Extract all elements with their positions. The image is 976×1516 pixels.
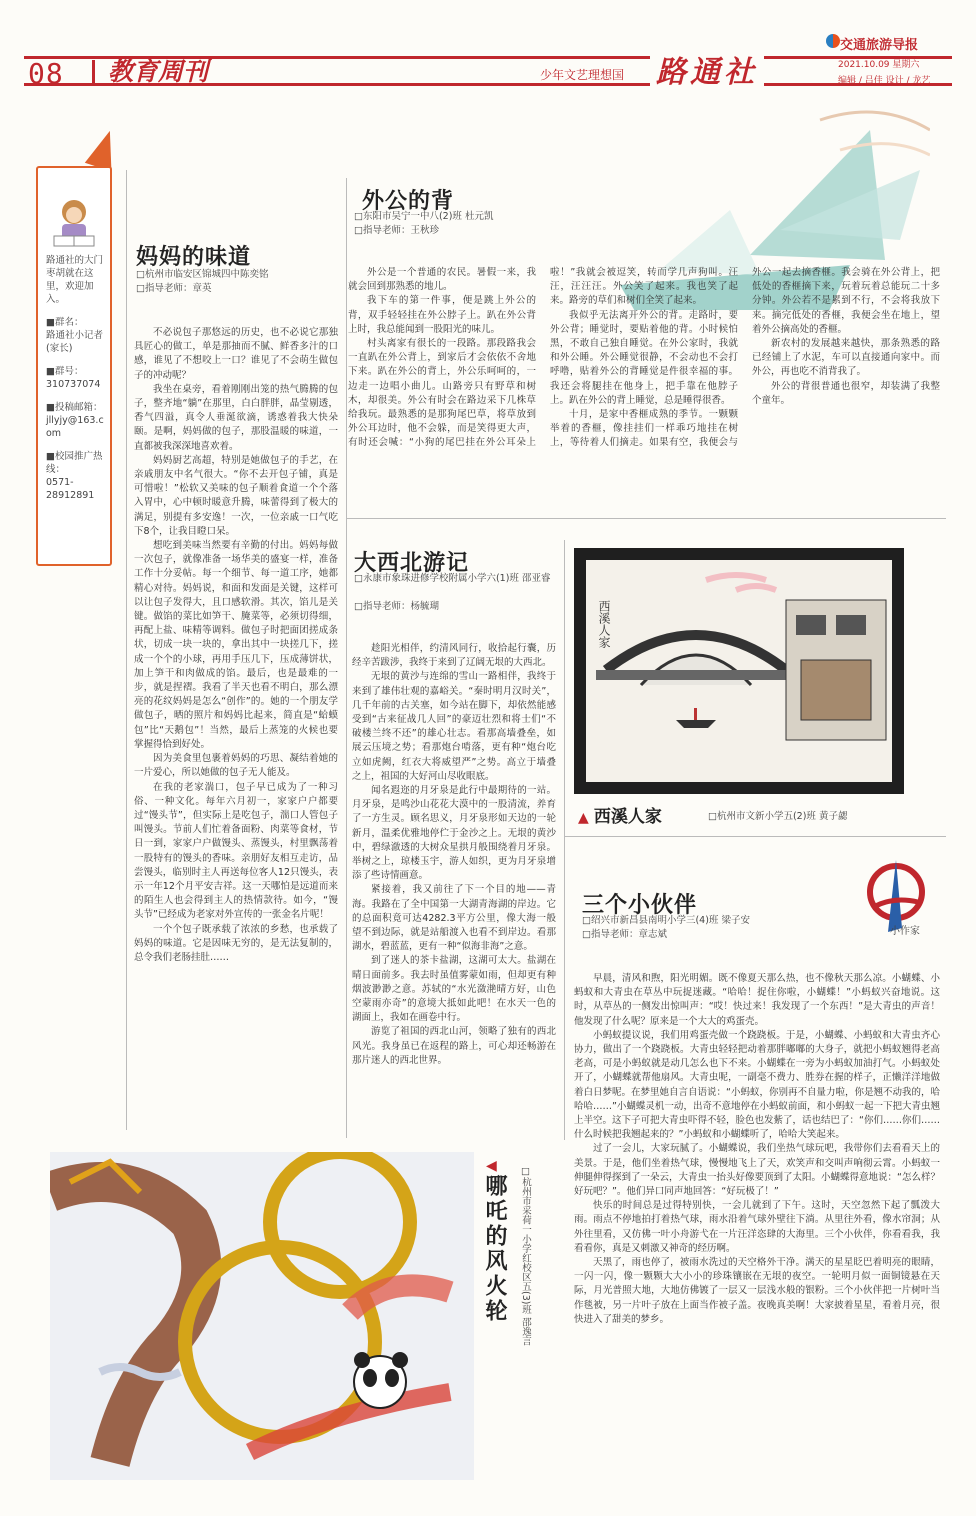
email-value: jllyjy@163.com	[46, 415, 104, 439]
issue-date: 2021.10.09 星期六	[838, 60, 920, 70]
paragraph: 无垠的黄沙与连绵的雪山一路相伴，我终于来到了雄伟壮观的嘉峪关。“秦时明月汉时关”，几千年前的古关塞，如今站在脚下，却依然能感受到“古来征战几人回”的豪迈壮烈和将士们“不破楼兰终不还”的雄心壮志。看那高墙叠垒，如展云压境之势；看那炮台啃落，更有种“炮台吃立如虎阙，红衣大将威望严”之势。高立于墙叠之上，祖国的大好河山尽收眼底。	[352, 671, 556, 782]
article2-body	[348, 266, 940, 514]
paragraph: 在我的老家湍口，包子早已成为了一种习俗、一种文化。每年六月初一，家家户户都要过“馒头节”，但实际上是吃包子，湍口人管包子叫馒头。节前人们忙着备面粉、肉菜等食材，节日一到，家家户户做馒头、蒸馒头，村里飘荡着一股特有的馒头的香味。亲朋好友相互走访，品尝馒头，临别时主人再送每位客人12只馒头，表示一年12个月平安吉祥。这一天哪怕是远道而来的陌生人也会得到主人的热情款待。如今，“馒头节”已经成为老家对外宣传的一张金名片呢！	[134, 781, 338, 921]
email-label: ■投稿邮箱：	[46, 402, 103, 413]
column-divider	[564, 540, 565, 1140]
article4-title: 三个小伙伴	[582, 893, 698, 918]
article3-body	[352, 642, 556, 1142]
paragraph: 村头离家有很长的一段路。那段路我会一直趴在外公背上，到家后才会依依不舍地下来。趴在外公的背上，外公乐呵呵的，一边走一边唱小曲儿。山路旁只有野草和树木，却很美。外公有时会在路边采下几株草给我玩。最熟悉的是那狗尾巴草，将草放到外公耳边时，他不会躲，而是笑得更大声，有时还会喊：“小狗的尾巴挂在外公耳朵上啦！”我就会被逗笑，转而学几声狗叫。汪汪，汪汪汪。外公笑了起来。我也笑了起来。路旁的草们和树们全笑了起来。	[348, 267, 738, 449]
kid-reading-icon	[44, 196, 104, 250]
paragraph: 天黑了，雨也停了，被雨水洗过的天空格外干净。满天的星星眨巴着明亮的眼睛，一闪一闪，像一颗颗大大小小的珍珠镶嵌在无垠的夜空。一轮明月似一面铜镜悬在天际，月光普照大地，大地仿佛镀了一层又一层浅水般的银粉。三个小伙伴把一片树叶当作毯被，另一片叶子放在上面当作被子盖。夜晚真美啊！大家披着星星，看着月亮，很快进入了甜美的梦乡。	[574, 1257, 940, 1325]
group-no-value: 310737074	[46, 379, 101, 390]
paragraph: 过了一会儿，大家玩腻了。小蝴蝶说，我们坐热气球玩吧，我带你们去看看天上的美景。于是，他们坐着热气球，慢慢地飞上了天，欢笑声和交叫声响彻云霄。小蚂蚁一伸腿伸得探到了一朵云，大青虫一抬头好像要顶到了太阳。小蝴蝶得意地说：“怎么样？好玩吧？”。他们异口同声地回答：“好玩极了！”	[574, 1143, 940, 1198]
painting-nezha	[50, 1152, 474, 1480]
small-author-logo-text: 小作家	[890, 926, 920, 937]
paragraph: 快乐的时间总是过得特别快，一会儿就到了下午。这时，天空忽然下起了瓢泼大雨。雨点不停地拍打着热气球，雨水沿着气球外壁往下淌。从里往外看，像水帘洞；从外往里看，又仿佛一叶小舟游弋在一片汪洋恣肆的大海里。三个小伙伴，你看看我，我看看你，真是又刺激又神奇的经历啊。	[574, 1200, 940, 1254]
section-divider	[564, 836, 946, 837]
paragraph: 外公的背很普通也很窄，却装满了我整个童年。	[752, 380, 940, 406]
issue-divider	[92, 60, 95, 84]
brand-name: 交通旅游导报	[840, 38, 919, 53]
group-label: ■群名：	[46, 317, 84, 328]
hotline-value: 0571-28912891	[46, 477, 95, 501]
paragraph: 游览了祖国的西北山河，领略了独有的西北风光。我身虽已在返程的路上，可心却还畅游在那片迷人的西北世界。	[352, 1026, 556, 1066]
column-divider	[346, 178, 347, 1138]
bubble-tail	[85, 127, 123, 172]
column-divider	[126, 170, 127, 1130]
brand-logo-icon	[826, 34, 840, 48]
club-intro: 路通社的大门枣胡就在这里，欢迎加入。	[46, 255, 104, 305]
painting-xixi-author: □杭州市文新小学五(2)班 黄子勰	[708, 811, 848, 822]
section-divider	[346, 518, 946, 519]
triangle-left-icon: ◀	[486, 1158, 497, 1174]
article2-school: □东阳市吴宁一中八(2)班 杜元凯	[354, 211, 494, 222]
group-no-label: ■群号：	[46, 366, 84, 377]
article4-school: □绍兴市新昌县南明小学三(4)班 梁子安	[582, 915, 750, 926]
article4-teacher: □指导老师：章志斌	[582, 929, 667, 940]
section-name: 教育周刊	[108, 57, 209, 86]
painting-xixi-title: 西溪人家	[593, 807, 662, 827]
painting-nezha-title: 哪吒的风火轮	[482, 1174, 507, 1324]
svg-text:西溪人家: 西溪人家	[597, 600, 611, 648]
article2-title: 外公的背	[362, 189, 455, 214]
paragraph: 十月，是家中香榧成熟的季节。一颗颗举着的香榧，像挂挂们一样乖巧地挂在树上，等待着人们摘走。如果有空，我便会与外公一起去摘香榧。我会骑在外公背上，把低处的香榧摘下来，玩着玩着总能玩二十多分钟。外公若不是累到不行，不会将我放下来。摘完低处的香榧，我便会坐在地上，望着外公摘高处的香榧。	[550, 267, 940, 449]
article3-teacher: □指导老师：杨毓瑚	[354, 601, 439, 612]
paragraph: 紧接着，我又前往了下一个目的地——青海。我路在了全中国第一大湖青海湖的岸边。它的总面积竟可达4282.3平方公里，像大海一般望不到边际，就是站船渡入也看不到岸边。看那湖水，碧蓝蓝，更有一种“似海非海”之意。	[352, 884, 556, 953]
editors: 编辑 / 吕佳 设计 / 龙艺	[838, 76, 931, 86]
paragraph: 到了迷人的茶卡盐湖，这湖可太大。盐湖在晴日面前多。我去时虽值雾蒙如雨，但却更有种烟波渺渺之意。苏轼的“水光潋滟晴方好，山色空蒙雨亦奇”的意境大抵如此吧！在水天一色的湖面上，我如在画卷中行。	[352, 955, 556, 1024]
paragraph: 新农村的发展越来越快，那条熟悉的路已经铺上了水泥，车可以直接通向家中。而外公，再也吃不消背我了。	[752, 338, 940, 378]
article2-teacher: □指导老师：王秋珍	[354, 225, 439, 236]
paragraph: 妈妈厨艺高超，特别是她做包子的手艺，在亲戚朋友中名气很大。“你不去开包子铺，真是可惜啦！”松软又美味的包子顺着食道一个个落入胃中，心中顿时暖意升腾，味蕾得到了极大的满足，别提有多安逸！一次，一位亲戚一口气吃下8个，让我目瞪口呆。	[134, 454, 338, 537]
article1-school: □杭州市临安区锦城四中陈奕铭	[136, 269, 269, 280]
slogan: 少年文艺理想国	[540, 68, 625, 82]
column-name: 路通社	[650, 55, 764, 91]
painting-nezha-art	[50, 1152, 474, 1480]
article1-body	[134, 326, 338, 1142]
paragraph: 想吃到美味当然要有辛勤的付出。妈妈每做一次包子，就像准备一场华美的盛宴一样，准备工作十分妥帖。每一个细节、每一道工序，她都精心对待。妈妈说，和面和发面是关键，这样可以让包子发得大，且口感软滑。其次，馅儿是关键。做馅的菜比如笋干、腌菜等，必须切得细，再配上盐、味精等调料。做包子时把面团搓成条状，切成一块一块的，拿出其中一块搓几下，搓成一个个的小球，再用手压几下，压成薄饼状，加上笋干和肉做成的馅。最后，也是最难的一步，就是捏褶。我看了半天也看不明白，那么漂亮的花纹妈妈是怎么“创作”的。她的一个朋友学做包子，晒的照片和妈妈比起来，简直是“蛤蟆包”比“天鹅包”！当然，最后上蒸笼的火候也要掌握得恰到好处。	[134, 540, 338, 750]
article4-body	[574, 972, 940, 1496]
issue-number: 08	[28, 57, 64, 90]
hotline-label: ■校园推广热线：	[46, 451, 103, 475]
paragraph: 我坐在桌旁，看着刚刚出笼的热气腾腾的包子，整齐地“躺”在那里，白白胖胖，晶莹剔透，香气四溢，真令人垂涎欲滴，诱惑着我大快朵颐。是啊，妈妈做的包子，那股温暖的味道，一直都被我深深地喜欢着。	[134, 383, 338, 452]
paragraph: 闻名遐迩的月牙泉是此行中最期待的一站。月牙泉，是鸣沙山花花大漠中的一股清流，养育了一方生灵。顾名思义，月牙泉形如天边的一轮新月，温柔优雅地停伫于金沙之上。无垠的黄沙中，碧绿澈透的大树众星拱月般围绕着月牙泉。举树之上，琼楼玉宇，游人如织，更为月牙泉增添了些诗情画意。	[352, 785, 556, 882]
triangle-icon: ▲	[578, 810, 589, 826]
paragraph: 趁阳光相伴，约清风同行，收拾起行囊，历经辛苦跋涉，我终于来到了辽阔无垠的大西北。	[352, 643, 556, 669]
paragraph: 早晨，清风和煦，阳光明媚。既不像夏天那么热，也不像秋天那么凉。小蝴蝶、小蚂蚁和大青虫在草丛中玩捉迷藏。“哈哈！捉住你啦，小蝴蝶！”小蚂蚁兴奋地说。这时，从草丛的一侧发出惊叫声：“哎！快过来！我发现了一个东西！”是大青虫的声音！他发现了什么呢？原来是一个大大的鸡蛋壳。	[574, 973, 940, 1027]
paragraph: 因为美食里包裹着妈妈的巧思、凝结着她的一片爱心，所以她做的包子无人能及。	[134, 753, 338, 779]
group-value: 路通社小记者(家长)	[46, 330, 104, 354]
painting-xixi-frame	[574, 548, 904, 794]
paragraph: 我下车的第一件事，便是跳上外公的背，双手轻轻挂在外公脖子上。趴在外公背上时，我总能闻到一股阳光的味儿。	[348, 295, 536, 335]
painting-xixi	[586, 560, 892, 782]
paragraph: 外公是一个普通的农民。暑假一来，我就会回到那熟悉的地儿。	[348, 267, 536, 293]
article1-teacher: □指导老师：章英	[136, 283, 212, 294]
paragraph: 小蚂蚁提议说，我们用鸡蛋壳做一个跷跷板。于是，小蝴蝶、小蚂蚁和大青虫齐心协力，做出了一个跷跷板。大青虫轻轻把动着那胖嘟嘟的大身子，就把小蚂蚁翘得老高老高，可是小蚂蚁就是动几怎么也下不来。小蝴蝶在一旁为小蚂蚁加油打气。小蚂蚁处开了，小蝴蝶就帮他扇风。大青虫呢，一副毫不费力、胜券在握的样子，正懒洋洋地做着白日梦呢。在梦里她自言自语说：“小蚂蚁，你别再不自量力啦，你是翘不动我的，哈哈哈……”小蝴蝶灵机一动，出奇不意地停在小蚂蚁前面，和小蚂蚁一起一下把大青虫翘上半空。这下子可把大青虫吓得不轻，脸色也发紫了，话也结巴了：“你们……你们……什么时候把我翘起来的？”小蚂蚁和小蝴蝶听了，哈哈大笑起来。	[574, 1029, 940, 1141]
painting-nezha-author: □杭州市采荷一小学红校区五(3)班 邵逸言	[520, 1166, 531, 1346]
painting-xixi-caption	[578, 802, 662, 827]
article3-title: 大西北游记	[354, 551, 470, 576]
article3-school: □永康市象珠进修学校附属小学六(1)班 邵亚睿	[354, 573, 551, 584]
paragraph: 不必说包子那悠远的历史，也不必说它那独具匠心的做工，单是那抽而不腻、鲜香多汁的口感，谁见了不想咬上一口？谁见了不会萌生做包子的冲动呢？	[134, 327, 338, 381]
club-info	[46, 254, 108, 502]
paragraph: 我似乎无法离开外公的背。走路时，要外公背；睡觉时，要贴着他的背。小时候怕黑，不敢自己独自睡觉。在外公家时，我就和外公睡。外公睡觉很静，不会动也不会打呼噜，贴着外公的背睡觉是件很幸福的事。我还会将腿挂在他身上，把手靠在他脖子上。趴在外公的背上睡觉，总是睡得很香。	[550, 309, 738, 406]
article1-title: 妈妈的味道	[136, 245, 252, 270]
paragraph: 一个个包子既承载了浓浓的乡愁，也承载了妈妈的味道。它是因味无穷的，是无法复制的，总令我们老肠挂肚……	[134, 923, 338, 963]
